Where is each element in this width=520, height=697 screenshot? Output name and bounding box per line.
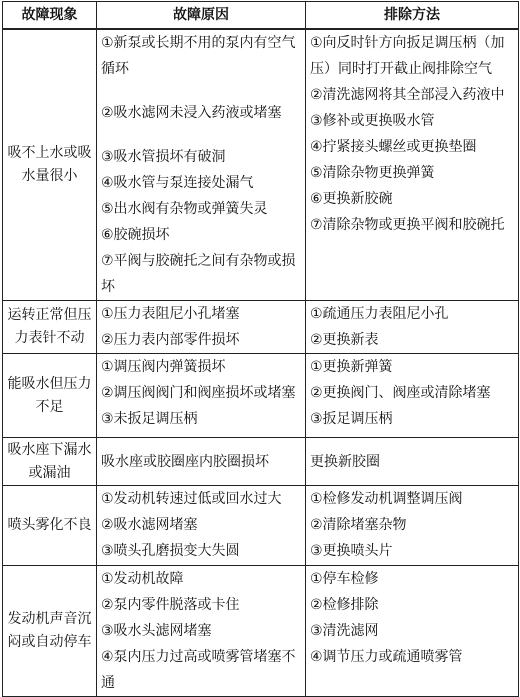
table-row — [3, 301, 519, 354]
remedy-item: 更换新胶圈 — [310, 453, 380, 470]
cause-item: ③吸水管损坏有破洞 — [101, 149, 226, 165]
cause-item: ③未扳足调压柄 — [101, 411, 198, 427]
remedy-item: ①更换新弹簧 — [310, 359, 393, 375]
remedy-item: ⑤清除杂物更换弹簧 — [310, 165, 435, 181]
remedy-item: ⑦清除杂物或更换平阀和胶碗托 — [310, 217, 505, 233]
cause-item: ③喷头孔磨损变大失圆 — [101, 543, 240, 559]
cause-item: ①发动机转速过低或回水过大 — [101, 491, 282, 507]
cause-cell — [97, 301, 306, 354]
header-cause: 故障原因 — [97, 2, 306, 30]
cause-cell — [97, 486, 306, 566]
remedy-cell — [306, 486, 519, 566]
cause-item: ①调压阀内弹簧损坏 — [101, 359, 226, 375]
cause-cell — [97, 566, 306, 697]
cause-item: ①压力表阻尼小孔堵塞 — [101, 306, 240, 322]
symptom-cell: 吸不上水或吸水量很小 — [3, 29, 97, 301]
cause-item: ④泵内压力过高或喷雾管堵塞不通 — [101, 649, 296, 691]
remedy-item: ①停车检修 — [310, 571, 379, 587]
remedy-item: ②清除堵塞杂物 — [310, 517, 407, 533]
remedy-cell — [306, 29, 519, 301]
symptom-cell: 吸水座下漏水或漏油 — [3, 438, 97, 486]
remedy-item: ②更换阀门、阀座或清除堵塞 — [310, 385, 491, 401]
cause-item: 吸水座或胶圈座内胶圈损坏 — [101, 453, 269, 470]
table-header-row — [3, 2, 519, 30]
remedy-cell — [306, 354, 519, 438]
cause-item: ②调压阀阀门和阀座损坏或堵塞 — [101, 385, 296, 401]
remedy-item: ①向反时针方向扳足调压柄（加压）同时打开截止阀排除空气 — [310, 35, 505, 77]
cause-item: ⑦平阀与胶碗托之间有杂物或损坏 — [101, 253, 296, 295]
table-row — [3, 566, 519, 697]
symptom-cell: 能吸水但压力不足 — [3, 354, 97, 438]
header-symptom: 故障现象 — [3, 2, 97, 30]
cause-cell — [97, 354, 306, 438]
remedy-item: ①检修发动机调整调压阀 — [310, 491, 463, 507]
cause-item: ①新泵或长期不用的泵内有空气循环 — [101, 35, 296, 77]
remedy-item: ④拧紧接头螺丝或更换垫圈 — [310, 139, 477, 155]
table-row — [3, 438, 519, 486]
table-row — [3, 29, 519, 301]
remedy-item: ②检修排除 — [310, 597, 379, 613]
cause-item: ②压力表内部零件损坏 — [101, 332, 240, 348]
remedy-item: ①疏通压力表阻尼小孔 — [310, 306, 449, 322]
cause-item: ⑤出水阀有杂物或弹簧失灵 — [101, 201, 268, 217]
symptom-cell: 喷头雾化不良 — [3, 486, 97, 566]
remedy-item: ②更换新表 — [310, 332, 379, 348]
cause-item: ④吸水管与泵连接处漏气 — [101, 175, 254, 191]
cause-item: ⑥胶碗损坏 — [101, 227, 170, 243]
cause-cell — [97, 29, 306, 301]
remedy-item: ③扳足调压柄 — [310, 411, 393, 427]
remedy-cell — [306, 566, 519, 697]
remedy-item: ②清洗滤网将其全部浸入药液中 — [310, 87, 505, 103]
remedy-item: ③清洗滤网 — [310, 623, 379, 639]
table-row — [3, 486, 519, 566]
cause-item: ②吸水滤网堵塞 — [101, 517, 198, 533]
symptom-cell: 发动机声音沉闷或自动停车 — [3, 566, 97, 697]
cause-item: ②泵内零件脱落或卡住 — [101, 597, 240, 613]
remedy-cell — [306, 438, 519, 486]
remedy-item: ③修补或更换吸水管 — [310, 113, 435, 129]
cause-item: ③吸水头滤网堵塞 — [101, 623, 212, 639]
remedy-item: ③更换喷头片 — [310, 543, 393, 559]
symptom-cell: 运转正常但压力表针不动 — [3, 301, 97, 354]
cause-cell — [97, 438, 306, 486]
remedy-cell — [306, 301, 519, 354]
table-row — [3, 354, 519, 438]
header-remedy: 排除方法 — [306, 2, 519, 30]
cause-item: ①发动机故障 — [101, 571, 184, 587]
remedy-item: ⑥更换新胶碗 — [310, 191, 393, 207]
cause-item: ②吸水滤网未浸入药液或堵塞 — [101, 105, 282, 121]
remedy-item: ④调节压力或疏通喷雾管 — [310, 649, 463, 665]
fault-table — [2, 1, 519, 697]
